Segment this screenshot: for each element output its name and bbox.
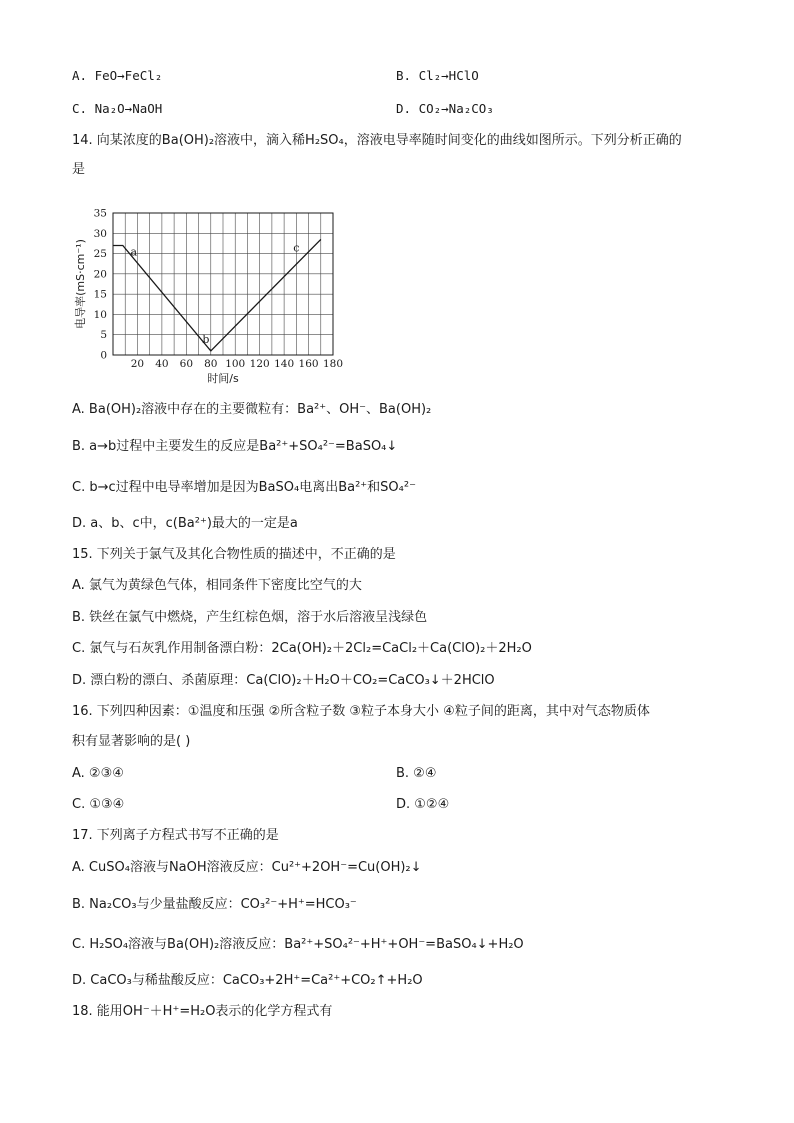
y-tick-label: 35 (93, 207, 107, 220)
q13-option-a: A. FeO→FeCl₂ (72, 68, 163, 83)
q15-option-b: B. 铁丝在氯气中燃烧，产生红棕色烟，溶于水后溶液呈浅绿色 (72, 610, 428, 625)
y-tick-label: 0 (100, 349, 107, 362)
q17-option-a: A. CuSO₄溶液与NaOH溶液反应：Cu²⁺+2OH⁻=Cu(OH)₂↓ (72, 860, 422, 875)
q16-option-c: C. ①③④ (72, 797, 125, 812)
point-label-a: a (130, 245, 138, 259)
conductivity-chart (70, 193, 360, 393)
x-tick-label: 120 (249, 358, 270, 370)
q14-stem-line2: 是 (72, 162, 86, 177)
q15-option-d: D. 漂白粉的漂白、杀菌原理：Ca(ClO)₂＋H₂O＋CO₂=CaCO₃↓＋2HClO (72, 673, 495, 688)
conductivity-series-line (113, 239, 321, 351)
point-label-c: c (293, 241, 300, 255)
x-tick-label: 20 (130, 358, 145, 370)
q14-stem-line1: 14. 向某浓度的Ba(OH)₂溶液中，滴入稀H₂SO₄，溶液电导率随时间变化的曲线如图所示。下列分析正确的 (72, 133, 682, 148)
x-tick-label: 40 (155, 358, 169, 370)
x-tick-label: 180 (322, 358, 344, 370)
q17-stem: 17. 下列离子方程式书写不正确的是 (72, 828, 279, 843)
q15-option-a: A. 氯气为黄绿色气体，相同条件下密度比空气的大 (72, 578, 362, 593)
q14-option-b: B. a→b过程中主要发生的反应是Ba²⁺+SO₄²⁻=BaSO₄↓ (72, 439, 398, 454)
q18-stem: 18. 能用OH⁻＋H⁺=H₂O表示的化学方程式有 (72, 1004, 333, 1019)
q17-option-c: C. H₂SO₄溶液与Ba(OH)₂溶液反应：Ba²⁺+SO₄²⁻+H⁺+OH⁻=BaSO₄↓+H₂O (72, 937, 524, 952)
x-tick-label: 140 (274, 358, 295, 370)
q15-stem: 15. 下列关于氯气及其化合物性质的描述中，不正确的是 (72, 547, 396, 562)
q14-option-a: A. Ba(OH)₂溶液中存在的主要微粒有：Ba²⁺、OH⁻、Ba(OH)₂ (72, 402, 432, 417)
q15-option-c: C. 氯气与石灰乳作用制备漂白粉：2Ca(OH)₂＋2Cl₂=CaCl₂＋Ca(ClO)₂＋2H₂O (72, 641, 532, 656)
x-axis-label: 时间/s (207, 372, 239, 385)
q13-option-b: B. Cl₂→HClO (396, 68, 479, 83)
y-axis-label: 电导率(mS·cm⁻¹) (74, 239, 87, 329)
q14-option-d: D. a、b、c中，c(Ba²⁺)最大的一定是a (72, 516, 298, 531)
q17-option-b: B. Na₂CO₃与少量盐酸反应：CO₃²⁻+H⁺=HCO₃⁻ (72, 897, 357, 912)
x-tick-label: 80 (204, 358, 218, 370)
y-tick-label: 10 (93, 308, 107, 321)
y-tick-label: 25 (93, 248, 107, 261)
point-label-b: b (202, 332, 210, 346)
q16-stem-line2: 积有显著影响的是( ) (72, 734, 191, 749)
x-tick-label: 160 (298, 358, 319, 370)
q16-stem-line1: 16. 下列四种因素：①温度和压强 ②所含粒子数 ③粒子本身大小 ④粒子间的距离，其中对气态物质体 (72, 704, 650, 719)
q16-option-a: A. ②③④ (72, 766, 124, 781)
x-tick-label: 100 (225, 358, 246, 370)
q13-option-d: D. CO₂→Na₂CO₃ (396, 101, 494, 116)
y-tick-label: 30 (93, 227, 107, 240)
x-tick-label: 60 (179, 358, 194, 370)
y-tick-label: 20 (93, 268, 107, 281)
q17-option-d: D. CaCO₃与稀盐酸反应：CaCO₃+2H⁺=Ca²⁺+CO₂↑+H₂O (72, 973, 423, 988)
q14-option-c: C. b→c过程中电导率增加是因为BaSO₄电离出Ba²⁺和SO₄²⁻ (72, 480, 416, 495)
q16-option-d: D. ①②④ (396, 797, 450, 812)
q16-option-b: B. ②④ (396, 766, 437, 781)
y-tick-label: 15 (93, 288, 107, 301)
conductivity-chart-svg (70, 193, 360, 393)
y-tick-label: 5 (100, 329, 107, 342)
q13-option-c: C. Na₂O→NaOH (72, 101, 163, 116)
